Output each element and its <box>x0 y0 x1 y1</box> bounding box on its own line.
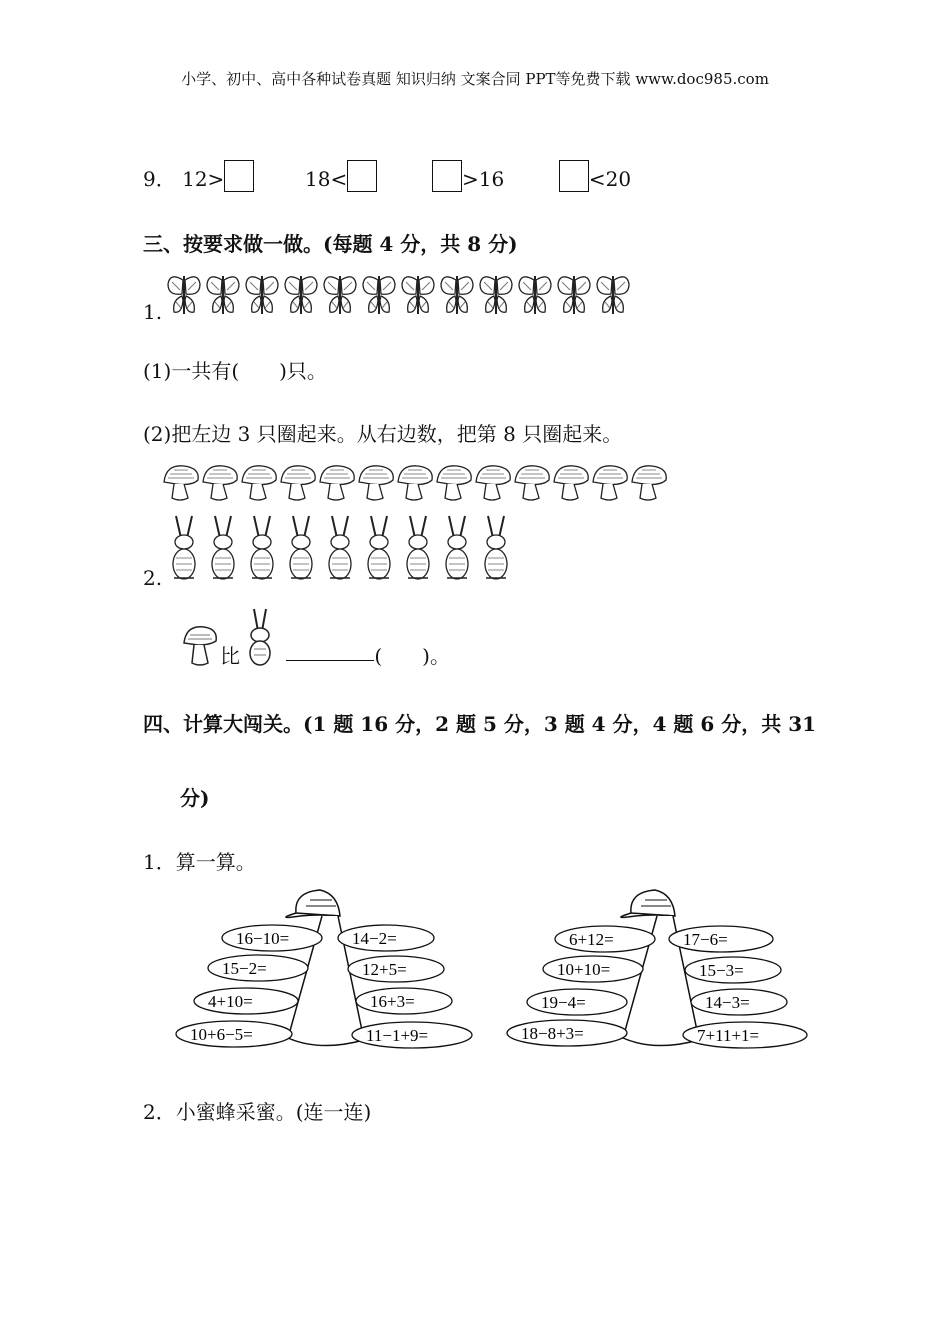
calc-tree-left <box>170 880 490 1060</box>
question-9 <box>143 160 631 192</box>
rabbit-icon <box>203 512 242 584</box>
page-header: 小学、初中、高中各种试卷真题 知识归纳 文案合同 PPT等免费下载 www.doc985.com <box>181 70 769 88</box>
q3-1-number: 1. <box>143 300 163 324</box>
equation-text: 15−2= <box>222 959 267 978</box>
butterfly-icon <box>164 270 203 320</box>
mushroom-icon <box>318 460 357 502</box>
question-number: 9． <box>143 167 176 191</box>
answer-blank[interactable] <box>286 659 374 661</box>
equation-text: 16−10= <box>236 929 290 948</box>
mushroom-icon <box>162 460 201 502</box>
calc-tree-right <box>505 880 825 1060</box>
rabbit-icon <box>281 512 320 584</box>
butterfly-icon <box>359 270 398 320</box>
equation-text: 11−1+9= <box>366 1026 429 1045</box>
answer-paren: ( )。 <box>374 644 450 668</box>
butterfly-icon <box>281 270 320 320</box>
mushroom-icon <box>279 460 318 502</box>
butterfly-icon <box>242 270 281 320</box>
q4-1-title: 1．算一算。 <box>143 850 256 874</box>
rabbit-row <box>164 512 515 584</box>
mushroom-icon <box>396 460 435 502</box>
butterfly-icon <box>515 270 554 320</box>
compare-text: 12> <box>182 167 225 191</box>
rabbit-icon <box>359 512 398 584</box>
compare-text: >16 <box>461 167 505 191</box>
mushroom-icon <box>513 460 552 502</box>
equation-text: 16+3= <box>370 992 415 1011</box>
mushroom-icon <box>435 460 474 502</box>
tree-top-icon <box>631 890 675 916</box>
rabbit-icon <box>437 512 476 584</box>
equation-text: 15−3= <box>699 961 744 980</box>
mushroom-icon <box>180 605 220 669</box>
rabbit-icon <box>320 512 359 584</box>
mushroom-icon <box>201 460 240 502</box>
equation-text: 14−3= <box>705 993 750 1012</box>
equation-text: 10+6−5= <box>190 1025 253 1044</box>
q4-2-title: 2．小蜜蜂采蜜。(连一连) <box>143 1100 372 1124</box>
mushroom-icon <box>552 460 591 502</box>
mushroom-row <box>162 460 669 502</box>
mushroom-icon <box>357 460 396 502</box>
section-4-title: 四、计算大闯关。(1 题 16 分，2 题 5 分，3 题 4 分，4 题 6 分，共 31 <box>143 712 817 736</box>
equation-text: 14−2= <box>352 929 397 948</box>
rabbit-icon <box>476 512 515 584</box>
section-3-title: 三、按要求做一做。(每题 4 分，共 8 分) <box>143 232 518 256</box>
rabbit-icon <box>164 512 203 584</box>
mushroom-icon <box>591 460 630 502</box>
butterfly-icon <box>203 270 242 320</box>
mushroom-icon <box>630 460 669 502</box>
butterfly-icon <box>437 270 476 320</box>
rabbit-icon <box>240 605 280 669</box>
q3-1-part2: (2)把左边 3 只圈起来。从右边数，把第 8 只圈起来。 <box>143 422 623 446</box>
answer-box[interactable] <box>432 160 462 192</box>
butterfly-row <box>164 270 632 320</box>
tree-top-icon <box>296 890 340 916</box>
answer-box[interactable] <box>347 160 377 192</box>
equation-text: 7+11+1= <box>697 1026 760 1045</box>
equation-text: 18−8+3= <box>521 1024 584 1043</box>
rabbit-icon <box>398 512 437 584</box>
equation-text: 4+10= <box>208 992 253 1011</box>
compare-text: 18< <box>305 167 348 191</box>
compare-sentence <box>180 605 450 669</box>
butterfly-icon <box>398 270 437 320</box>
section-4-title-cont: 分) <box>180 786 210 810</box>
butterfly-icon <box>554 270 593 320</box>
compare-text: <20 <box>588 167 632 191</box>
butterfly-icon <box>320 270 359 320</box>
equation-text: 10+10= <box>557 960 611 979</box>
answer-box[interactable] <box>224 160 254 192</box>
q3-2-number: 2. <box>143 566 163 590</box>
equation-text: 12+5= <box>362 960 407 979</box>
mushroom-icon <box>474 460 513 502</box>
rabbit-icon <box>242 512 281 584</box>
butterfly-icon <box>593 270 632 320</box>
equation-text: 19−4= <box>541 993 586 1012</box>
answer-box[interactable] <box>559 160 589 192</box>
equation-text: 17−6= <box>683 930 728 949</box>
compare-word: 比 <box>220 644 240 668</box>
q3-1-part1: (1)一共有( )只。 <box>143 359 327 383</box>
butterfly-icon <box>476 270 515 320</box>
mushroom-icon <box>240 460 279 502</box>
equation-text: 6+12= <box>569 930 614 949</box>
